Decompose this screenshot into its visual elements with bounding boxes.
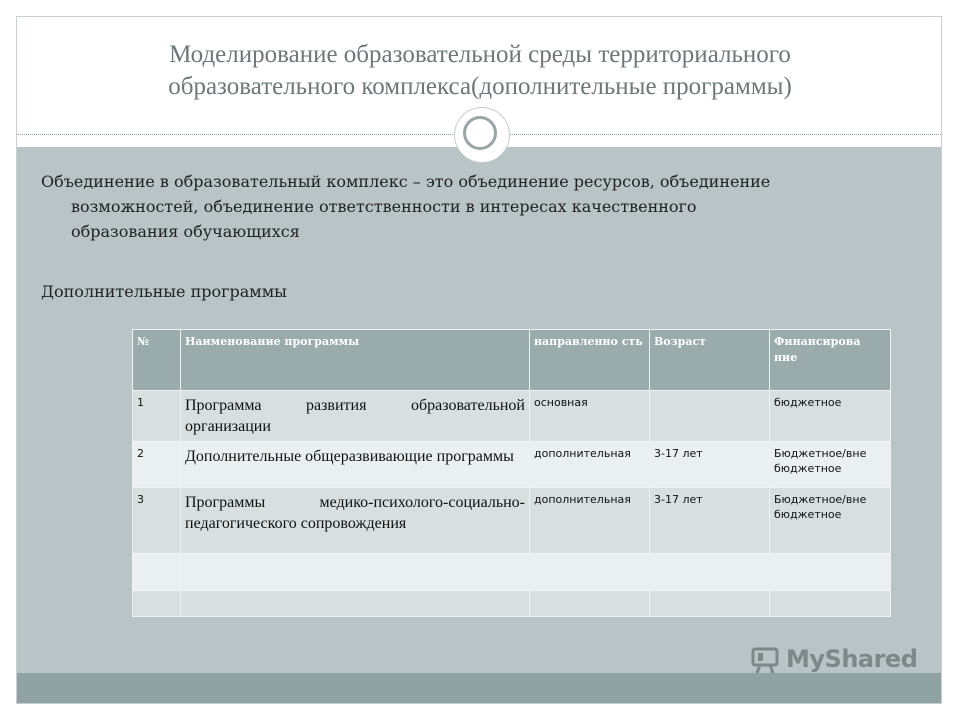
cell-name: Дополнительные общеразвивающие программы	[181, 442, 530, 488]
header-funding: Финансирова ние	[770, 330, 891, 391]
table-row	[133, 442, 891, 488]
table-row	[133, 554, 891, 591]
cell-name: Программа развития образовательной организации	[181, 391, 530, 442]
cell-direction: дополнительная	[530, 488, 650, 554]
programs-table	[132, 329, 891, 617]
table-header-row	[133, 330, 891, 391]
cell-direction	[530, 554, 650, 591]
table-row	[133, 391, 891, 442]
table-row	[133, 488, 891, 554]
cell-funding: Бюджетное/вне бюджетное	[770, 442, 891, 488]
paragraph-line-2: возможностей, объединение ответственности в интересах качественного	[71, 197, 697, 216]
watermark-text: MyShared	[786, 645, 918, 673]
cell-funding	[770, 554, 891, 591]
cell-number: 3	[133, 488, 181, 554]
cell-name	[181, 591, 530, 617]
cell-direction: дополнительная	[530, 442, 650, 488]
bottom-band	[17, 673, 941, 703]
cell-age	[650, 554, 770, 591]
cell-name	[181, 554, 530, 591]
cell-name: Программы медико-психолого-социально-педагогического сопровождения	[181, 488, 530, 554]
header-name: Наименование программы	[181, 330, 530, 391]
cell-number: 2	[133, 442, 181, 488]
cell-direction: основная	[530, 391, 650, 442]
projector-icon	[750, 643, 782, 675]
header-direction: направленно сть	[530, 330, 650, 391]
cell-funding	[770, 591, 891, 617]
circle-ornament-icon	[455, 108, 509, 162]
cell-age	[650, 391, 770, 442]
title-line-1: Моделирование образовательной среды территориального	[169, 41, 791, 68]
paragraph-line-1: Объединение в образовательный комплекс – это объединение ресурсов, объединение	[41, 172, 771, 191]
cell-age: 3-17 лет	[650, 442, 770, 488]
cell-funding: бюджетное	[770, 391, 891, 442]
table-row	[133, 591, 891, 617]
cell-age: 3-17 лет	[650, 488, 770, 554]
intro-paragraph	[41, 169, 901, 244]
cell-number	[133, 591, 181, 617]
header-age: Возраст	[650, 330, 770, 391]
cell-number: 1	[133, 391, 181, 442]
cell-direction	[530, 591, 650, 617]
slide-frame	[16, 16, 942, 704]
watermark-logo	[750, 643, 917, 675]
cell-funding: Бюджетное/вне бюджетное	[770, 488, 891, 554]
slide-title	[37, 39, 923, 103]
title-line-2: образовательного комплекса(дополнительные программы)	[168, 73, 792, 100]
cell-number	[133, 554, 181, 591]
header-number: №	[133, 330, 181, 391]
section-subheading: Дополнительные программы	[41, 282, 287, 301]
paragraph-line-3: образования обучающихся	[71, 222, 300, 241]
cell-age	[650, 591, 770, 617]
